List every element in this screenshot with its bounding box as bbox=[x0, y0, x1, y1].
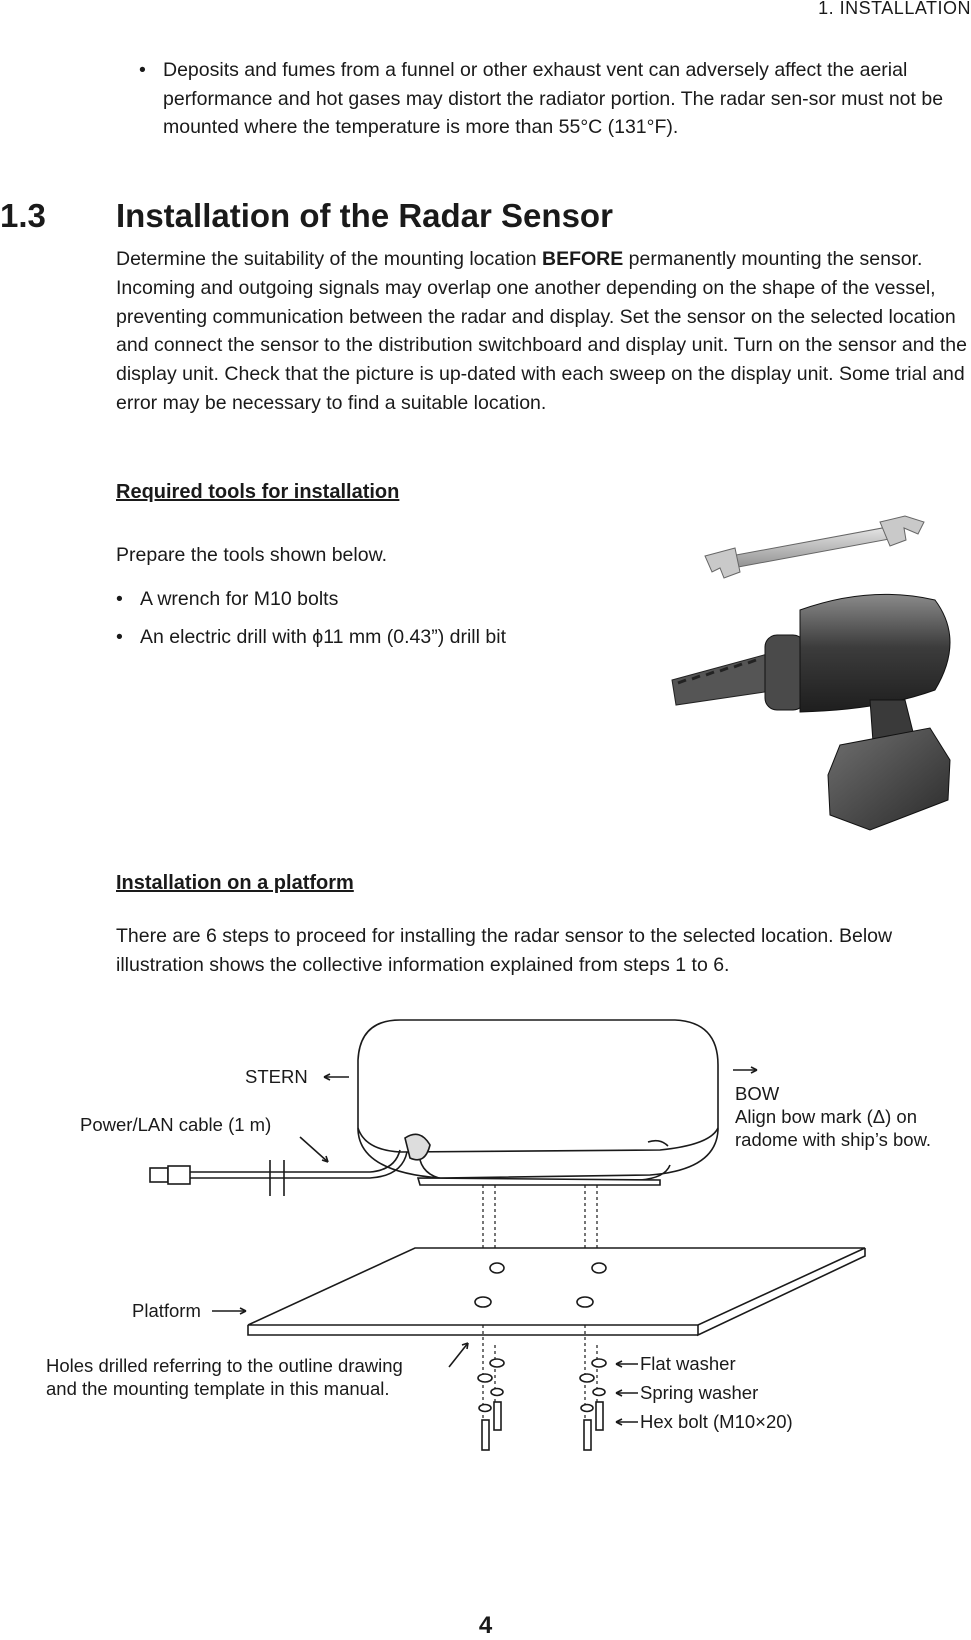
hex-bolt-label: Hex bolt (M10×20) bbox=[640, 1411, 793, 1432]
platform-heading: Installation on a platform bbox=[116, 872, 354, 894]
bullet-marker: • bbox=[139, 59, 146, 81]
cable-label: Power/LAN cable (1 m) bbox=[80, 1114, 272, 1135]
para-text-bold: BEFORE bbox=[541, 248, 624, 270]
bow-note-line2: radome with ship’s bow. bbox=[735, 1129, 932, 1150]
stern-label: STERN bbox=[245, 1066, 308, 1087]
page-number: 4 bbox=[478, 1612, 493, 1639]
holes-label-line1: Holes drilled referring to the outline drawing bbox=[46, 1355, 403, 1376]
platform-plate bbox=[248, 1248, 865, 1325]
para-text-before: Determine the suitability of the mounting location bbox=[116, 248, 542, 270]
bullet-marker: • bbox=[116, 626, 123, 648]
holes-label-line2: and the mounting template in this manual. bbox=[46, 1378, 390, 1399]
tools-intro: Prepare the tools shown below. bbox=[116, 544, 388, 566]
section-number: 1.3 bbox=[0, 197, 46, 234]
bow-note-line1: Align bow mark (Δ) on bbox=[735, 1106, 918, 1127]
tool-item-text: A wrench for M10 bolts bbox=[140, 588, 339, 610]
running-head: 1. INSTALLATION bbox=[818, 0, 971, 18]
platform-paragraph: There are 6 steps to proceed for installing the radar sensor to the selected location. Below illustration shows the collective information explained from steps 1 to 6. bbox=[116, 925, 893, 976]
para-text-after: permanently mounting the sensor. Incoming and outgoing signals may overlap one another depending on the shape of the vessel, preventing communication between the radar and display. Set the sensor on the selected location and connect the sensor to the distribution switchboard and display unit. Turn on the sensor and the display unit. Check that the picture is up-dated with each sweep on the display unit. Some trial and error may be necessary to find a suitable location. bbox=[116, 248, 967, 414]
section-title: Installation of the Radar Sensor bbox=[116, 197, 613, 234]
flat-washer-label: Flat washer bbox=[640, 1353, 736, 1374]
bullet-marker: • bbox=[116, 588, 123, 610]
platform-label: Platform bbox=[132, 1300, 201, 1321]
spring-washer-label: Spring washer bbox=[640, 1382, 759, 1403]
bow-label: BOW bbox=[735, 1083, 780, 1104]
intro-bullet-text: Deposits and fumes from a funnel or other exhaust vent can adversely affect the aerial performance and hot gases may distort the radiator portion. The radar sen-sor must not be mounted where the temperature is more than 55°C (131°F). bbox=[163, 59, 944, 138]
tools-heading: Required tools for installation bbox=[116, 481, 400, 503]
tool-item-text: An electric drill with ϕ11 mm (0.43”) drill bit bbox=[140, 626, 506, 648]
